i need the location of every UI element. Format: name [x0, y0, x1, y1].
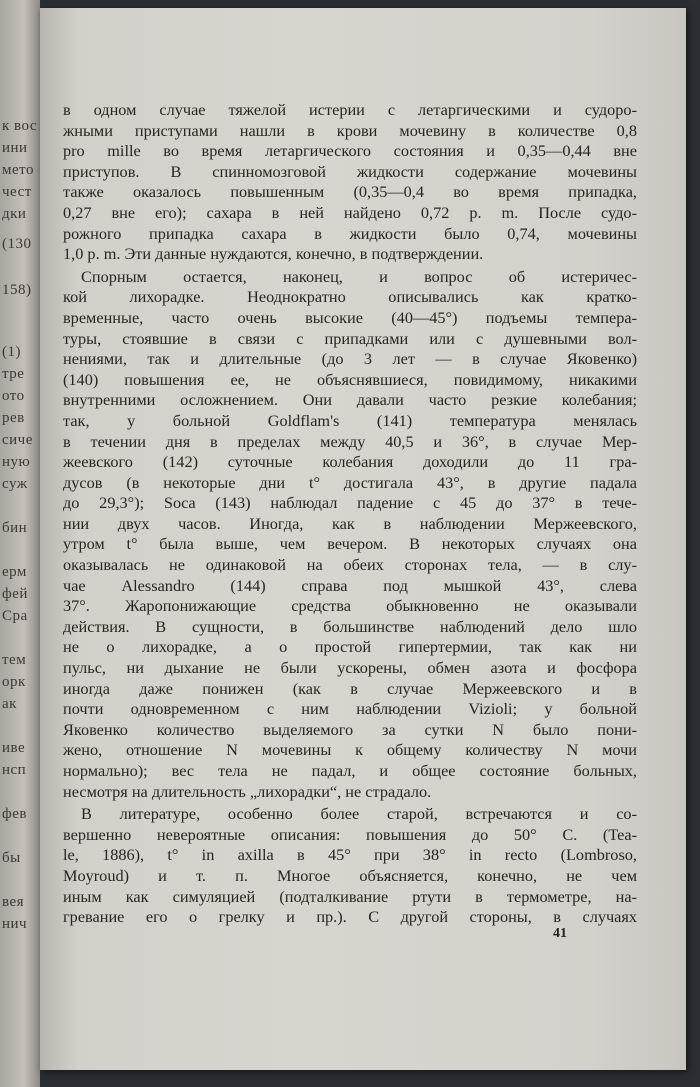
text-line: не о лихорадке, а о простой гипертермии, так как ни: [63, 637, 637, 657]
facing-fragment: сиче: [2, 432, 33, 448]
text-line: нениями, так и длительные (до 3 лет — в случае Яковенко): [63, 349, 637, 369]
text-line: в одном случае тяжелой истерии с летаргическими и судоро-: [63, 100, 637, 119]
facing-fragment: ерм: [2, 564, 27, 580]
facing-fragment: чест: [2, 184, 32, 200]
text-line: рожного припадка сахара в жидкости было 0,74, мочевины: [63, 223, 637, 243]
page-number: 41: [553, 926, 567, 941]
text-line: временные, часто очень высокие (40—45°) подъемы темпера-: [63, 307, 637, 327]
facing-fragment: иве: [2, 740, 26, 756]
facing-fragment: тем: [2, 652, 27, 668]
text-line: пульс, ни дыхание не были ускорены, обмен азота и фосфора: [63, 658, 637, 678]
text-line: до 29,3°); Soca (143) наблюдал падение с 45 до 37° в тече-: [63, 493, 637, 513]
facing-fragment: ото: [2, 388, 25, 404]
facing-fragment: тре: [2, 366, 25, 382]
text-line: 1,0 р. m. Эти данные нуждаются, конечно, в подтверждении.: [63, 244, 484, 264]
text-line: в течении дня в пределах между 40,5 и 36°, в случае Мер-: [63, 431, 637, 451]
text-line: 37°. Жаропонижающие средства обыкновенно не оказывали: [63, 596, 637, 616]
facing-fragment: (130: [2, 236, 32, 252]
facing-fragment: (1): [2, 344, 21, 360]
text-line: иным как симуляцией (подталкивание ртути в термометре, на-: [63, 886, 637, 906]
text-line: вершенно невероятные описания: повышения до 50° С. (Tea-: [63, 824, 637, 844]
text-line: почти одновременном с ним наблюдении Vizioli; у больной: [63, 699, 637, 719]
facing-fragment: вея: [2, 894, 25, 910]
facing-fragment: бин: [2, 520, 28, 536]
facing-fragment: рев: [2, 410, 25, 426]
paragraph-start-line: В литературе, особенно более старой, встречаются и со-: [81, 804, 637, 824]
text-line: утром t° была выше, чем вечером. В некоторых случаях она: [63, 534, 637, 554]
text-line: pro mille во время летаргического состояния и 0,35—0,44 вне: [63, 141, 637, 161]
book-page: [40, 8, 686, 1070]
text-line: (140) повышения ее, не объяснявшиеся, повидимому, никакими: [63, 369, 637, 389]
facing-fragment: ини: [2, 140, 28, 156]
facing-fragment: к вос: [2, 118, 38, 134]
text-line: жено, отношение N мочевины к общему количеству N мочи: [63, 740, 637, 760]
text-line: иногда даже понижен (как в случае Мержеевского и в: [63, 678, 637, 698]
text-line: жными приступами нашли в крови мочевину в количестве 0,8: [63, 120, 637, 140]
text-line: приступов. В спинномозговой жидкости содержание мочевины: [63, 161, 637, 181]
text-line: дусов (в некоторые дни t° достигала 43°, в другие падала: [63, 472, 637, 492]
facing-fragment: фев: [2, 806, 27, 822]
facing-fragment: дки: [2, 206, 27, 222]
facing-fragment: нич: [2, 916, 28, 932]
text-line: внутренними осложнением. Они давали часто резкие колебания;: [63, 390, 637, 410]
text-line: жеевского (142) суточные колебания доходили до 11 гра-: [63, 452, 637, 472]
facing-fragment: ную: [2, 454, 31, 470]
text-line: действия. В сущности, в большинстве наблюдений дело шло: [63, 616, 637, 636]
facing-page-edge: [0, 0, 40, 1087]
facing-fragment: 158): [2, 282, 32, 298]
facing-fragment: бы: [2, 850, 21, 866]
text-line: несмотря на длительность „лихорадки“, не страдало.: [63, 781, 432, 801]
facing-fragment: ак: [2, 696, 17, 712]
text-line: le, 1886), t° in axilla в 45° при 38° in recto (Lombroso,: [63, 845, 637, 865]
facing-fragment: фей: [2, 586, 28, 602]
paragraph-start-line: Спорным остается, наконец, и вопрос об истеричес-: [81, 266, 637, 286]
text-line: так, у больной Goldflam's (141) температура менялась: [63, 410, 637, 430]
facing-fragment: мето: [2, 162, 35, 178]
facing-fragment: нсп: [2, 762, 27, 778]
text-line: гревание его о грелку и пр.). С другой стороны, в случаях: [63, 907, 637, 927]
text-line: туры, стоявшие в связи с припадками или с душевными вол-: [63, 328, 637, 348]
facing-fragment: суж: [2, 476, 28, 492]
text-line: нормально); вес тела не падал, и общее состояние больных,: [63, 761, 637, 780]
text-line: оказывалась не одинаковой на обеих сторонах тела, — в слу-: [63, 555, 637, 575]
text-line: нии двух часов. Иногда, как в наблюдении Мержеевского,: [63, 513, 637, 533]
text-line: кой лихорадке. Неоднократно описывались как кратко-: [63, 287, 637, 307]
text-line: Moyroud) и т. п. Многое объясняется, конечно, не чем: [63, 865, 637, 885]
facing-fragment: орк: [2, 674, 26, 690]
body-text: [63, 100, 637, 928]
text-line: также оказалось повышенным (0,35—0,4 во время припадка,: [63, 182, 637, 202]
text-line: 0,27 вне его); сахара в ней найдено 0,72 р. m. После судо-: [63, 202, 637, 222]
text-line: чае Alessandro (144) справа под мышкой 43°, слева: [63, 575, 637, 595]
text-line: Яковенко количество выделяемого за сутки N было пони-: [63, 719, 637, 739]
facing-fragment: Сра: [2, 608, 28, 624]
